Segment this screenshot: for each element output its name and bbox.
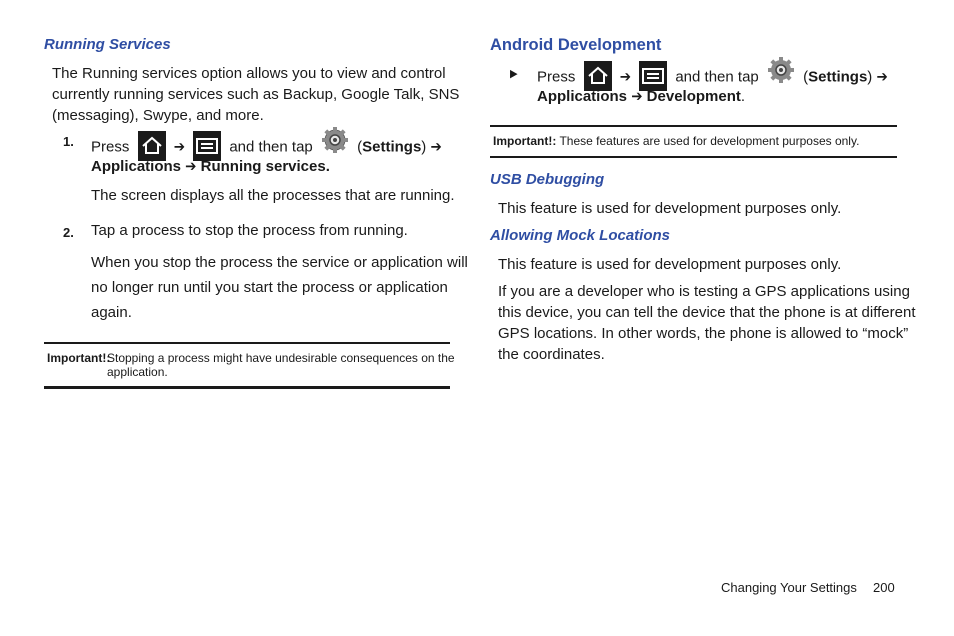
press-label: Press [91, 138, 130, 156]
intro-line: currently running services such as Backup, Google Talk, SNS [52, 86, 460, 103]
period: . [740, 88, 746, 105]
important-text [107, 351, 455, 379]
step1-instruction [91, 128, 442, 158]
step1-path: Applications ➔ Running services. [91, 158, 330, 175]
android-dev-instruction [537, 58, 888, 88]
paren-open: ( [803, 68, 809, 86]
mock-line: this device, you can tell the device that the phone is at different [498, 304, 916, 321]
footer-page-number: 200 [873, 580, 895, 595]
android-development-heading: Android Development [490, 36, 662, 54]
arrow-symbol: ➔ [430, 138, 442, 156]
step-number: 2. [63, 225, 74, 240]
paren-open: ( [357, 138, 363, 156]
arrow-symbol: ➔ [631, 88, 643, 105]
arrow-symbol: ➔ [876, 68, 888, 86]
important-top-rule [490, 125, 897, 127]
important-bottom-rule [44, 386, 450, 389]
running-services-intro [52, 63, 459, 126]
important-line: Stopping a process might have undesirable consequences on the [107, 351, 455, 365]
paren-close: ) [421, 138, 427, 156]
arrow-symbol: ➔ [173, 138, 185, 156]
paren-close: ) [867, 68, 873, 86]
settings-label: Settings [808, 68, 868, 86]
usb-debugging-heading: USB Debugging [490, 171, 605, 188]
important-top-rule [44, 342, 450, 344]
mock-line: If you are a developer who is testing a GPS applications using [498, 283, 910, 300]
bullet-icon: ▶ [510, 68, 518, 80]
android-dev-path [537, 86, 745, 107]
note-line: When you stop the process the service or application will [91, 254, 468, 271]
development-label: Development [646, 88, 741, 105]
note-line: again. [91, 304, 132, 321]
mock-line: the coordinates. [498, 346, 605, 363]
applications-label: Applications [537, 88, 628, 105]
settings-label: Settings [362, 138, 422, 156]
important-label: Important!: [493, 134, 557, 148]
important-bottom-rule [490, 156, 897, 158]
important-note [493, 134, 859, 148]
and-then-tap-label: and then tap [229, 138, 313, 156]
important-text: These features are used for development purposes only. [559, 134, 860, 148]
and-then-tap-label: and then tap [675, 68, 759, 86]
mock-line: GPS locations. In other words, the phone is allowed to “mock” [498, 325, 909, 342]
note-line: no longer run until you start the process or application [91, 279, 448, 296]
step2-note [91, 250, 468, 325]
mock-locations-heading: Allowing Mock Locations [490, 227, 671, 244]
important-label: Important!: [47, 351, 111, 365]
step2-text: Tap a process to stop the process from running. [91, 222, 408, 239]
settings-gear-icon [767, 56, 795, 95]
intro-line: (messaging), Swype, and more. [52, 107, 264, 124]
mock-locations-paragraph [498, 281, 916, 365]
important-line: application. [107, 365, 168, 379]
step-number: 1. [63, 134, 74, 149]
arrow-symbol: ➔ [619, 68, 631, 86]
running-services-heading: Running Services [44, 36, 171, 53]
footer-section-title: Changing Your Settings [721, 580, 857, 595]
usb-debugging-text: This feature is used for development purposes only. [498, 200, 842, 217]
press-label: Press [537, 68, 576, 86]
step1-result: The screen displays all the processes that are running. [91, 187, 455, 204]
intro-line: The Running services option allows you to view and control [52, 65, 446, 82]
mock-locations-text: This feature is used for development purposes only. [498, 256, 842, 273]
